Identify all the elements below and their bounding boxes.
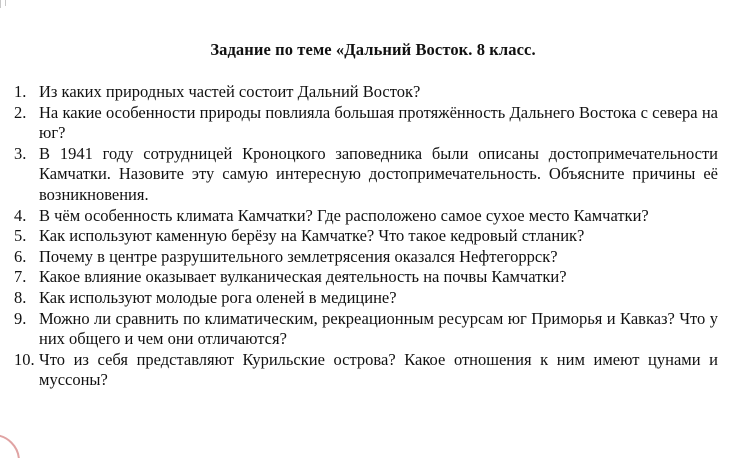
task-item-10	[14, 350, 718, 391]
task-text: Можно ли сравнить по климатическим, рекреационным ресурсам юг Приморья и Кавказ? Что у них общего и чем они отличаются?	[39, 308, 718, 349]
task-number: 6.	[14, 246, 27, 266]
task-item-2	[14, 103, 718, 144]
task-text: В 1941 году сотрудницей Кроноцкого заповедника были описаны достопримечательности Камчатки. Назовите эту самую интересную достопримечательность. Объясните причины её возникновения.	[39, 143, 718, 204]
task-number: 5.	[14, 226, 27, 246]
crop-mark	[0, 0, 11, 8]
task-text: Как используют каменную берёзу на Камчатке? Что такое кедровый стланик?	[39, 226, 585, 246]
page-curl-mark	[0, 424, 22, 458]
task-text: В чём особенность климата Камчатки? Где расположено самое сухое место Камчатки?	[39, 205, 649, 225]
task-text: На какие особенности природы повлияла большая протяжённость Дальнего Востока с севера на юг?	[39, 102, 718, 143]
task-number: 9.	[14, 308, 27, 328]
task-item-8	[14, 288, 718, 309]
task-item-7	[14, 267, 718, 288]
task-number: 10.	[14, 349, 35, 369]
task-text: Какое влияние оказывает вулканическая деятельность на почвы Камчатки?	[39, 267, 567, 287]
task-item-9	[14, 309, 718, 350]
task-item-5	[14, 226, 718, 247]
task-item-6	[14, 247, 718, 268]
task-number: 1.	[14, 82, 27, 101]
task-item-1	[14, 82, 718, 103]
task-text: Из каких природных частей состоит Дальний Восток?	[39, 82, 421, 101]
task-item-4	[14, 206, 718, 227]
task-number: 3.	[14, 143, 27, 163]
task-number: 8.	[14, 287, 27, 307]
task-number: 4.	[14, 205, 27, 225]
task-item-3	[14, 144, 718, 206]
task-number: 2.	[14, 102, 27, 122]
task-text: Как используют молодые рога оленей в медицине?	[39, 287, 397, 307]
task-text: Почему в центре разрушительного землетрясения оказался Нефтегоррск?	[39, 246, 558, 266]
document-title: Задание по теме «Дальний Восток. 8 класс.	[210, 40, 536, 59]
task-list	[14, 82, 718, 391]
task-number: 7.	[14, 267, 27, 287]
task-text: Что из себя представляют Курильские острова? Какое отношения к ним имеют цунами и муссоны?	[39, 349, 718, 390]
